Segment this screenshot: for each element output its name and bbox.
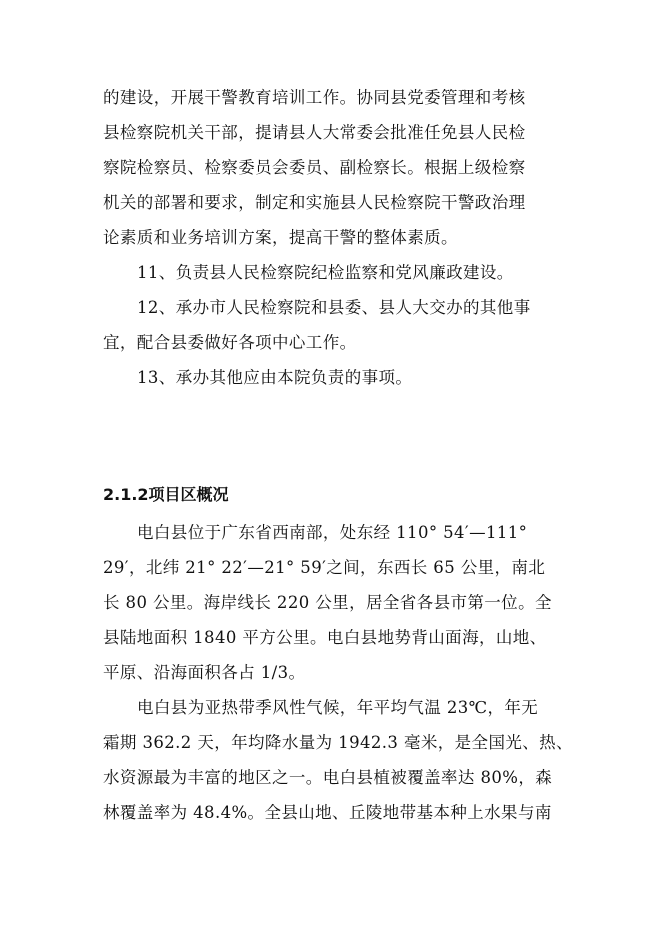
text-line: 林覆盖率为 48.4%。全县山地、丘陵地带基本种上水果与南 bbox=[103, 803, 552, 822]
text-line: 电白县位于广东省西南部，处东经 110° 54′—111° bbox=[137, 523, 528, 542]
text-line: 霜期 362.2 天，年均降水量为 1942.3 毫米，是全国光、热、 bbox=[103, 733, 573, 752]
text-line: 论素质和业务培训方案，提高干警的整体素质。 bbox=[103, 228, 458, 247]
text-line: 13、承办其他应由本院负责的事项。 bbox=[137, 368, 413, 387]
text-line: 县检察院机关干部，提请县人大常委会批准任免县人民检 bbox=[103, 123, 526, 142]
section-heading: 2.1.2项目区概况 bbox=[103, 485, 229, 504]
text-line: 电白县为亚热带季风性气候，年平均气温 23℃，年无 bbox=[137, 698, 539, 717]
text-line: 察院检察员、检察委员会委员、副检察长。根据上级检察 bbox=[103, 158, 526, 177]
text-line: 平原、沿海面积各占 1/3。 bbox=[103, 663, 306, 682]
text-line: 水资源最为丰富的地区之一。电白县植被覆盖率达 80%，森 bbox=[103, 768, 553, 787]
text-line: 29′，北纬 21° 22′—21° 59′之间，东西长 65 公里，南北 bbox=[103, 558, 546, 577]
text-line: 长 80 公里。海岸线长 220 公里，居全省各县市第一位。全 bbox=[103, 593, 552, 612]
text-line: 县陆地面积 1840 平方公里。电白县地势背山面海，山地、 bbox=[103, 628, 547, 647]
text-line: 的建设，开展干警教育培训工作。协同县党委管理和考核 bbox=[103, 88, 526, 107]
text-line: 机关的部署和要求，制定和实施县人民检察院干警政治理 bbox=[103, 193, 526, 212]
text-line: 12、承办市人民检察院和县委、县人大交办的其他事 bbox=[137, 298, 531, 317]
text-line: 宜，配合县委做好各项中心工作。 bbox=[103, 333, 357, 352]
text-line: 11、负责县人民检察院纪检监察和党风廉政建设。 bbox=[137, 263, 514, 282]
